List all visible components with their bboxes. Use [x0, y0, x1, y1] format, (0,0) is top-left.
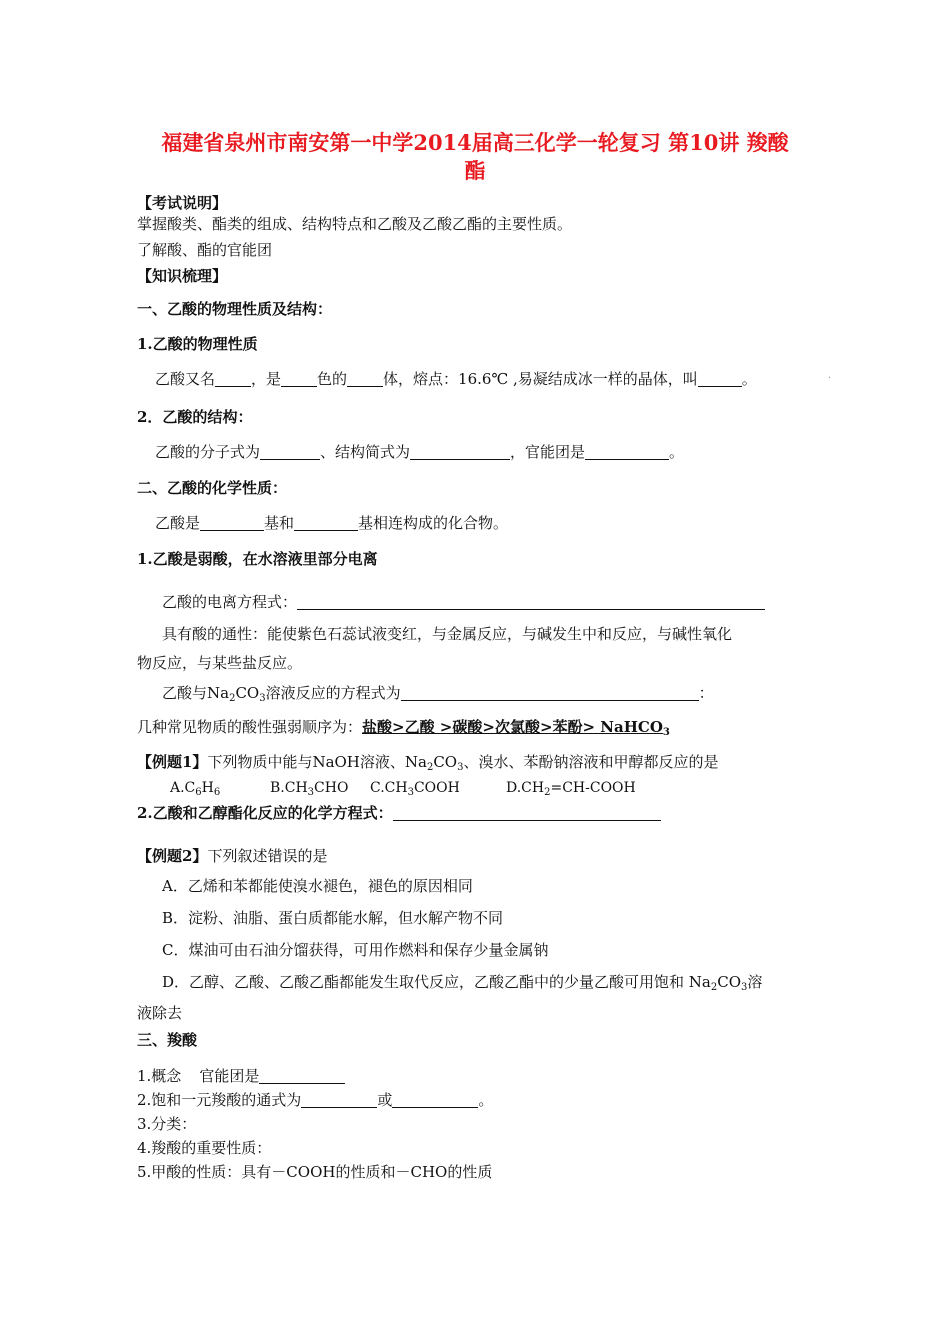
blank-color[interactable] [281, 370, 317, 387]
carboxylic-item4: 4.羧酸的重要性质： [137, 1139, 272, 1157]
section3-heading: 三、羧酸 [137, 1031, 198, 1049]
exam-line2: 了解酸、酯的官能团 [137, 241, 273, 259]
example1-question: 【例题1】下列物质中能与NaOH溶液、$Na_2CO_3$、溴水、苯酚钠溶液和甲醇都反应的是 [137, 753, 719, 773]
blank-structural-formula[interactable] [410, 443, 510, 460]
example2-option-d[interactable]: D．乙醇、乙酸、乙酸乙酯都能发生取代反应，乙酸乙酯中的少量乙酸可用饱和 $Na_2CO_3$溶 [162, 973, 763, 993]
acidity-order-line: 几种常见物质的酸性强弱顺序为：盐酸>乙酸 >碳酸>次氯酸>苯酚> NaHCO$_3$ [137, 718, 670, 738]
blank-na2co3-equation[interactable] [401, 684, 699, 701]
knowledge-heading: 【知识梳理】 [137, 267, 228, 285]
carboxylic-item3: 3.分类： [137, 1115, 197, 1133]
example2-option-c[interactable]: C．煤油可由石油分馏获得，可用作燃料和保存少量金属钠 [162, 941, 549, 959]
acidity-order: 盐酸>乙酸 >碳酸>次氯酸>苯酚> NaHCO$_3$ [362, 718, 670, 738]
na2co3-reaction-line: 乙酸与$Na_2CO_3$溶液反应的方程式为 ： [162, 684, 714, 704]
section1-sub2: 2．乙酸的结构： [137, 408, 253, 426]
blank-molecular-formula[interactable] [260, 443, 320, 460]
carboxylic-item1: 1.概念 官能团是 [137, 1066, 345, 1086]
blank-functional-group[interactable] [585, 443, 669, 460]
blank-group1[interactable] [200, 514, 264, 531]
blank-group2[interactable] [294, 514, 358, 531]
composition-line: 乙酸是 基和 基相连构成的化合物。 [155, 514, 509, 532]
example1-option-c[interactable]: $C.CH_3COOH$ [370, 780, 460, 798]
exam-heading: 【考试说明】 [137, 194, 228, 212]
example2-option-d-cont: 液除去 [137, 1004, 183, 1022]
section2-sub1: 1.乙酸是弱酸，在水溶液里部分电离 [137, 550, 378, 568]
blank-esterification-equation[interactable] [393, 804, 661, 821]
example1-option-a[interactable]: $A.C_6H_6$ [170, 780, 221, 798]
carboxylic-item2: 2.饱和一元羧酸的通式为 或 。 [137, 1091, 494, 1109]
exam-line1: 掌握酸类、酯类的组成、结构特点和乙酸及乙酸乙酯的主要性质。 [137, 215, 573, 233]
document-title-line1: 福建省泉州市南安第一中学2014届高三化学一轮复习 第10讲 羧酸 [161, 130, 789, 155]
acid-general-line2: 物反应，与某些盐反应。 [137, 654, 303, 672]
structure-line: 乙酸的分子式为 、结构简式为 ，官能团是 。 [155, 443, 685, 461]
document-title-line2: 酯 [464, 158, 486, 183]
example1-options [170, 778, 636, 798]
esterification-line: 2.乙酸和乙醇酯化反应的化学方程式： [137, 803, 661, 823]
example1-option-d[interactable]: $D.CH_2=CH$-COOH [506, 780, 636, 798]
blank-general-formula1[interactable] [301, 1091, 377, 1108]
example2-question: 【例题2】下列叙述错误的是 [137, 847, 328, 865]
acid-general-line1: 具有酸的通性：能使紫色石蕊试液变红，与金属反应，与碱发生中和反应，与碱性氧化 [162, 625, 733, 643]
blank-crystal-name[interactable] [698, 370, 742, 387]
blank-state[interactable] [347, 370, 383, 387]
section1-heading: 一、乙酸的物理性质及结构： [137, 300, 333, 318]
blank-alias[interactable] [215, 370, 251, 387]
example2-option-b[interactable]: B．淀粉、油脂、蛋白质都能水解，但水解产物不同 [162, 909, 504, 927]
blank-ionization-equation[interactable] [297, 593, 765, 610]
carboxylic-item5: 5.甲酸的性质：具有－COOH的性质和－CHO的性质 [137, 1163, 493, 1181]
blank-carboxyl-group[interactable] [259, 1067, 345, 1084]
blank-general-formula2[interactable] [392, 1091, 478, 1108]
physical-properties-line: 乙酸又名 ，是 色的 体，熔点：16.6℃ ,易凝结成冰一样的晶体，叫 。 [155, 370, 757, 388]
section1-sub1: 1.乙酸的物理性质 [137, 335, 258, 353]
section2-heading: 二、乙酸的化学性质： [137, 479, 288, 497]
example1-option-b[interactable]: $B.CH_3CHO$ [270, 780, 349, 798]
example2-option-a[interactable]: A．乙烯和苯都能使溴水褪色，褪色的原因相同 [162, 877, 473, 895]
ionization-line: 乙酸的电离方程式： [162, 592, 765, 612]
stray-mark: · [828, 373, 832, 384]
